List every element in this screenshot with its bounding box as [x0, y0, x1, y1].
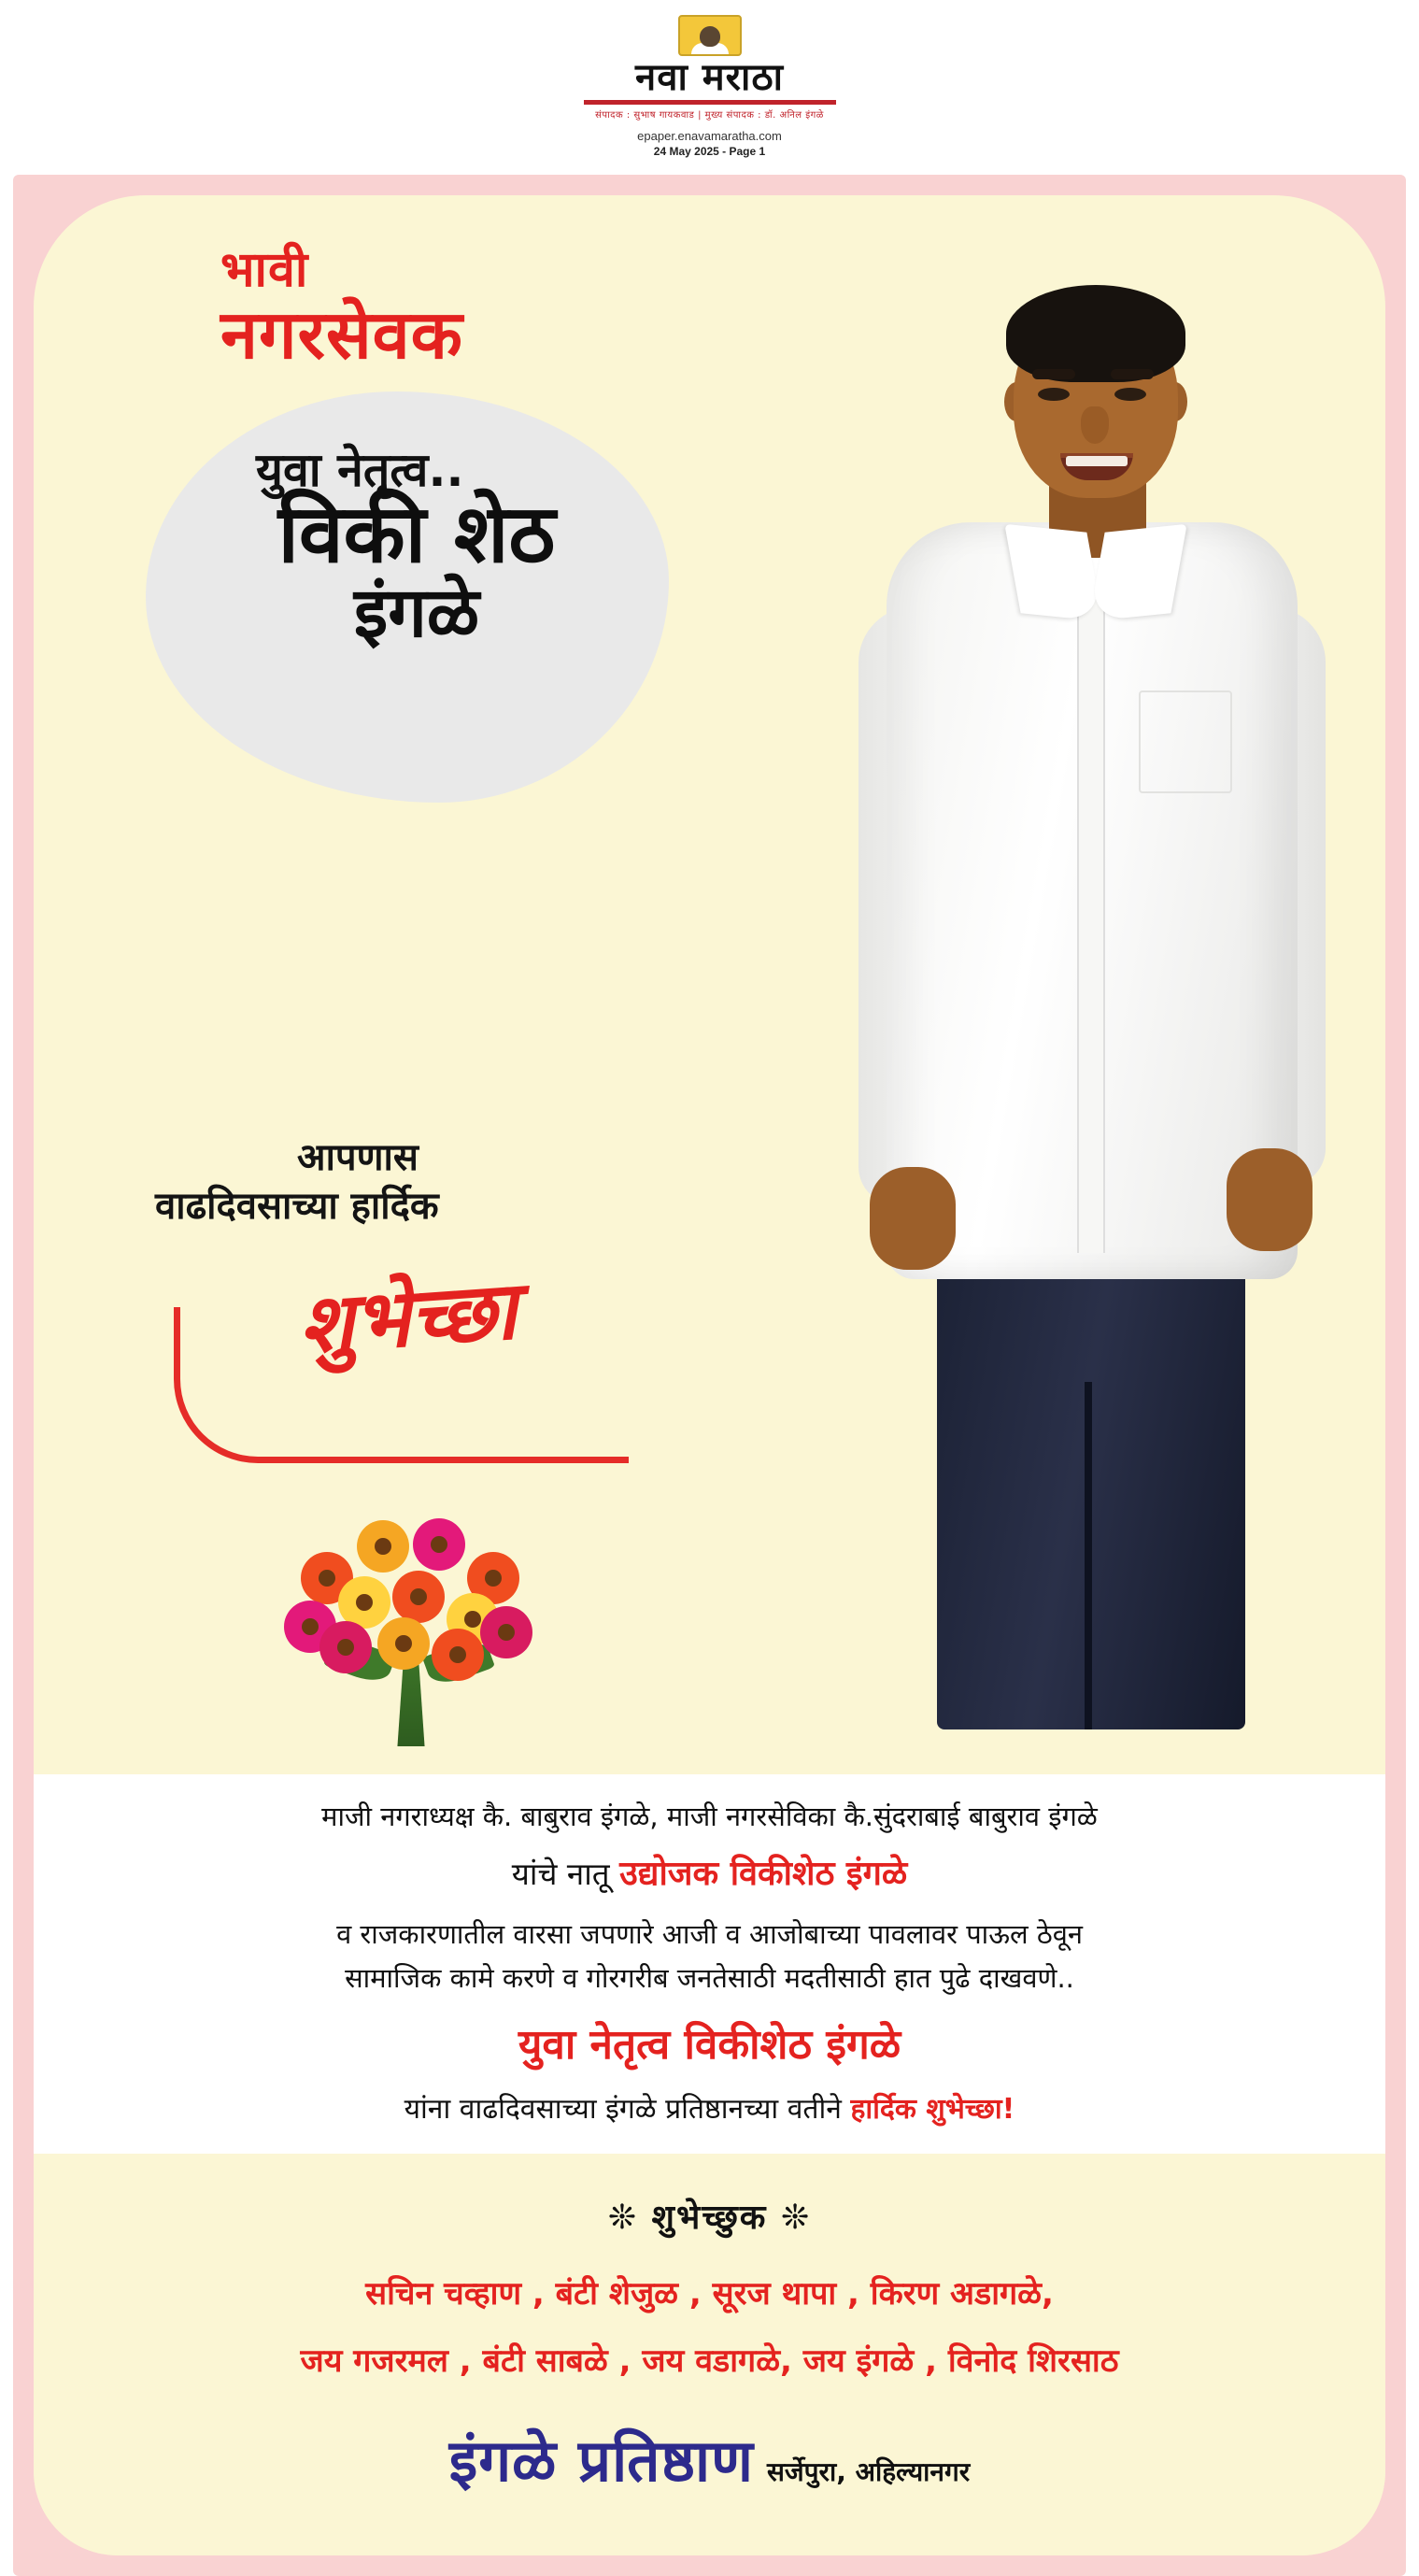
wishers-row-2: जय गजरमल , बंटी साबळे , जय वडागळे, जय इंगळे , विनोद शिरसाठ — [300, 2342, 1119, 2380]
poster-inner-panel — [34, 195, 1385, 2555]
organization-name: इंगळे प्रतिष्ठाण — [448, 2427, 754, 2495]
body-line-4: सामाजिक कामे करणे व गोरगरीब जनतेसाठी मदतीसाठी हात पुढे दाखवणे.. — [345, 1961, 1074, 1994]
photo-shirt-pocket — [1139, 690, 1232, 793]
photo-shirt-placket — [1077, 599, 1105, 1253]
candidate-name-line2: इंगळे — [353, 573, 480, 653]
bouquet-flower — [319, 1621, 372, 1673]
masthead — [0, 0, 1419, 158]
edition-line: 24 May 2025 - Page 1 — [653, 145, 766, 158]
portrait-emblem-icon — [678, 15, 742, 56]
wishers-panel — [34, 2154, 1385, 2555]
bouquet-flower — [377, 1617, 430, 1670]
wishers-title: ❊ शुभेच्छुक ❊ — [607, 2199, 812, 2237]
body-line-6-prefix: यांना वाढदिवसाच्या इंगळे प्रतिष्ठानच्या वतीने — [404, 2093, 851, 2127]
photo-hair — [1006, 285, 1185, 382]
photo-eyebrow-right — [1111, 369, 1154, 379]
epaper-url[interactable]: epaper.enavamaratha.com — [637, 129, 782, 143]
photo-hand-right — [1227, 1148, 1313, 1251]
photo-eyebrow-left — [1032, 369, 1075, 379]
bouquet-flower — [480, 1606, 532, 1658]
body-line-6 — [34, 2091, 1385, 2129]
advertisement-poster — [13, 175, 1406, 2576]
greeting-line-2: वाढदिवसाच्या हार्दिक — [155, 1185, 439, 1228]
body-text-panel — [34, 1774, 1385, 2154]
photo-hand-left — [870, 1167, 956, 1270]
wishers-row-1: सचिन चव्हाण , बंटी शेजुळ , सूरज थापा , किरण अडागळे, — [365, 2275, 1054, 2313]
bouquet-flower — [357, 1520, 409, 1573]
logo-divider — [584, 100, 836, 105]
photo-eye-right — [1114, 388, 1146, 401]
heading-nagarsevak: नगरसेवक — [220, 295, 463, 374]
newspaper-name: नवा मराठा — [635, 56, 784, 99]
body-line-6-highlight: हार्दिक शुभेच्छा! — [850, 2093, 1015, 2127]
candidate-name-line1: विकी शेठ — [277, 488, 556, 581]
bouquet-flower — [392, 1571, 445, 1623]
photo-teeth — [1066, 456, 1128, 466]
newspaper-logo — [584, 15, 836, 127]
tagline-yuva-netrutva: युवा नेतृत्व.. — [256, 443, 464, 497]
body-line-1: माजी नगराध्यक्ष कै. बाबुराव इंगळे, माजी नगरसेविका कै.सुंदराबाई बाबुराव इंगळे — [321, 1800, 1098, 1832]
heading-bhavi: भावी — [220, 242, 309, 298]
body-line-2 — [34, 1852, 1385, 1898]
body-line-5-headline: युवा नेतृत्व विकीशेठ इंगळे — [518, 2021, 901, 2070]
newspaper-tagline: संपादक : सुभाष गायकवाड | मुख्य संपादक : डॉ. अनिल इंगळे — [595, 110, 824, 121]
flower-bouquet-icon — [267, 1503, 547, 1756]
greeting-line-1: आपणास — [297, 1136, 419, 1179]
photo-trouser-split — [1085, 1382, 1092, 1729]
body-line-2-prefix: यांचे नातू — [511, 1856, 620, 1893]
photo-eye-left — [1038, 388, 1070, 401]
candidate-photo — [797, 251, 1376, 1746]
candidate-name — [192, 488, 641, 653]
body-line-2-highlight: उद्योजक विकीशेठ इंगळे — [619, 1855, 908, 1894]
body-line-3: व राजकारणातील वारसा जपणारे आजी व आजोबाच्या पावलावर पाऊल ठेवून — [336, 1917, 1083, 1950]
bouquet-flower — [432, 1629, 484, 1681]
organization-place: सर्जेपुरा, अहिल्यानगर — [766, 2456, 971, 2487]
photo-nose — [1081, 406, 1109, 444]
organization-row — [34, 2420, 1385, 2498]
greeting-script-shubhechha: शुभेच्छा — [295, 1262, 520, 1373]
bouquet-flower — [413, 1518, 465, 1571]
